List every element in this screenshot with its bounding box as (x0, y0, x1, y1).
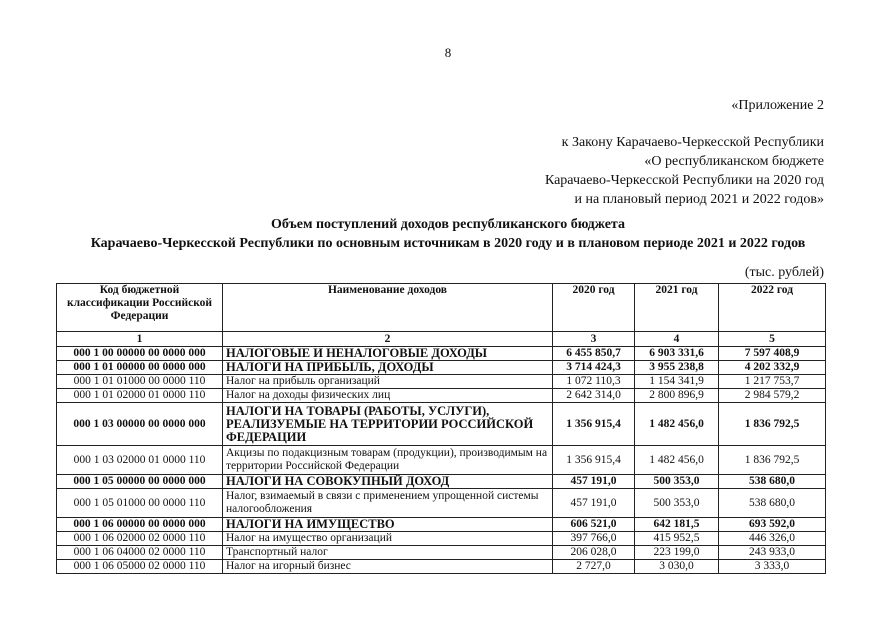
value-2022-cell: 2 984 579,2 (719, 389, 826, 403)
value-2021-cell: 3 030,0 (635, 560, 719, 574)
value-2021-cell: 500 353,0 (635, 475, 719, 489)
value-2020-cell: 397 766,0 (553, 532, 635, 546)
revenue-table (56, 283, 826, 574)
table-header-row (57, 284, 826, 332)
budget-code-cell: 000 1 06 05000 02 0000 110 (57, 560, 223, 574)
table-row (57, 560, 826, 574)
page-number: 8 (444, 45, 452, 60)
column-number: 4 (635, 332, 719, 347)
value-2021-cell: 223 199,0 (635, 546, 719, 560)
income-name-cell: НАЛОГИ НА ИМУЩЕСТВО (223, 518, 553, 532)
value-2022-cell: 1 217 753,7 (719, 375, 826, 389)
value-2022-cell: 1 836 792,5 (719, 403, 826, 446)
value-2020-cell: 606 521,0 (553, 518, 635, 532)
value-2020-cell: 1 356 915,4 (553, 403, 635, 446)
value-2021-cell: 415 952,5 (635, 532, 719, 546)
value-2021-cell: 1 154 341,9 (635, 375, 719, 389)
column-number-row (57, 332, 826, 347)
value-2021-cell: 1 482 456,0 (635, 403, 719, 446)
income-name-cell: Транспортный налог (223, 546, 553, 560)
income-name-cell: Налог на игорный бизнес (223, 560, 553, 574)
table-row (57, 375, 826, 389)
income-name-cell: Налог, взимаемый в связи с применением упрощенной системы налогообложения (223, 489, 553, 518)
table-row (57, 347, 826, 361)
budget-code-cell: 000 1 05 00000 00 0000 000 (57, 475, 223, 489)
budget-code-cell: 000 1 05 01000 00 0000 110 (57, 489, 223, 518)
column-number: 5 (719, 332, 826, 347)
table-row (57, 361, 826, 375)
law-reference-line: «О республиканском бюджете (644, 154, 824, 169)
value-2022-cell: 538 680,0 (719, 475, 826, 489)
law-reference (545, 133, 824, 209)
budget-code-cell: 000 1 06 04000 02 0000 110 (57, 546, 223, 560)
value-2022-cell: 243 933,0 (719, 546, 826, 560)
income-name-cell: Налог на доходы физических лиц (223, 389, 553, 403)
budget-code-cell: 000 1 01 00000 00 0000 000 (57, 361, 223, 375)
income-name-cell: НАЛОГИ НА ПРИБЫЛЬ, ДОХОДЫ (223, 361, 553, 375)
title-line: Объем поступлений доходов республиканского бюджета (271, 217, 625, 232)
law-reference-line: к Закону Карачаево-Черкесской Республики (561, 135, 824, 150)
table-row (57, 518, 826, 532)
value-2022-cell: 7 597 408,9 (719, 347, 826, 361)
income-name-cell: НАЛОГОВЫЕ И НЕНАЛОГОВЫЕ ДОХОДЫ (223, 347, 553, 361)
column-number: 2 (223, 332, 553, 347)
value-2020-cell: 457 191,0 (553, 475, 635, 489)
header-name: Наименование доходов (223, 284, 553, 332)
value-2020-cell: 1 356 915,4 (553, 446, 635, 475)
value-2020-cell: 3 714 424,3 (553, 361, 635, 375)
value-2022-cell: 446 326,0 (719, 532, 826, 546)
value-2022-cell: 693 592,0 (719, 518, 826, 532)
header-2022: 2022 год (719, 284, 826, 332)
value-2020-cell: 2 727,0 (553, 560, 635, 574)
document-title (0, 215, 896, 253)
income-name-cell: Акцизы по подакцизным товарам (продукции), производимым на территории Российской Федерации (223, 446, 553, 475)
table-row (57, 475, 826, 489)
income-name-cell: НАЛОГИ НА СОВОКУПНЫЙ ДОХОД (223, 475, 553, 489)
law-reference-line: Карачаево-Черкесской Республики на 2020 год (544, 173, 824, 188)
title-line: Карачаево-Черкесской Республики по основным источникам в 2020 году и в плановом периоде 2021 и 2022 годов (90, 236, 806, 251)
table-row (57, 403, 826, 446)
value-2021-cell: 642 181,5 (635, 518, 719, 532)
table-row (57, 532, 826, 546)
appendix-label: «Приложение 2 (731, 98, 824, 113)
value-2021-cell: 1 482 456,0 (635, 446, 719, 475)
value-2021-cell: 500 353,0 (635, 489, 719, 518)
column-number: 1 (57, 332, 223, 347)
budget-code-cell: 000 1 00 00000 00 0000 000 (57, 347, 223, 361)
value-2022-cell: 538 680,0 (719, 489, 826, 518)
value-2020-cell: 6 455 850,7 (553, 347, 635, 361)
table-row (57, 446, 826, 475)
budget-code-cell: 000 1 06 00000 00 0000 000 (57, 518, 223, 532)
table-row (57, 546, 826, 560)
units-label: (тыс. рублей) (744, 265, 824, 280)
header-code: Код бюджетной классификации Российской Федерации (57, 284, 223, 332)
law-reference-line: и на плановый период 2021 и 2022 годов» (574, 192, 824, 207)
value-2021-cell: 6 903 331,6 (635, 347, 719, 361)
value-2022-cell: 1 836 792,5 (719, 446, 826, 475)
value-2020-cell: 2 642 314,0 (553, 389, 635, 403)
income-name-cell: Налог на прибыль организаций (223, 375, 553, 389)
table-row (57, 489, 826, 518)
value-2020-cell: 1 072 110,3 (553, 375, 635, 389)
budget-code-cell: 000 1 06 02000 02 0000 110 (57, 532, 223, 546)
income-name-cell: Налог на имущество организаций (223, 532, 553, 546)
budget-code-cell: 000 1 01 02000 01 0000 110 (57, 389, 223, 403)
budget-code-cell: 000 1 01 01000 00 0000 110 (57, 375, 223, 389)
value-2022-cell: 3 333,0 (719, 560, 826, 574)
budget-code-cell: 000 1 03 00000 00 0000 000 (57, 403, 223, 446)
value-2020-cell: 457 191,0 (553, 489, 635, 518)
value-2022-cell: 4 202 332,9 (719, 361, 826, 375)
budget-code-cell: 000 1 03 02000 01 0000 110 (57, 446, 223, 475)
value-2021-cell: 3 955 238,8 (635, 361, 719, 375)
header-2021: 2021 год (635, 284, 719, 332)
value-2021-cell: 2 800 896,9 (635, 389, 719, 403)
value-2020-cell: 206 028,0 (553, 546, 635, 560)
column-number: 3 (553, 332, 635, 347)
income-name-cell: НАЛОГИ НА ТОВАРЫ (РАБОТЫ, УСЛУГИ), РЕАЛИЗУЕМЫЕ НА ТЕРРИТОРИИ РОССИЙСКОЙ ФЕДЕРАЦИИ (223, 403, 553, 446)
header-2020: 2020 год (553, 284, 635, 332)
table-row (57, 389, 826, 403)
